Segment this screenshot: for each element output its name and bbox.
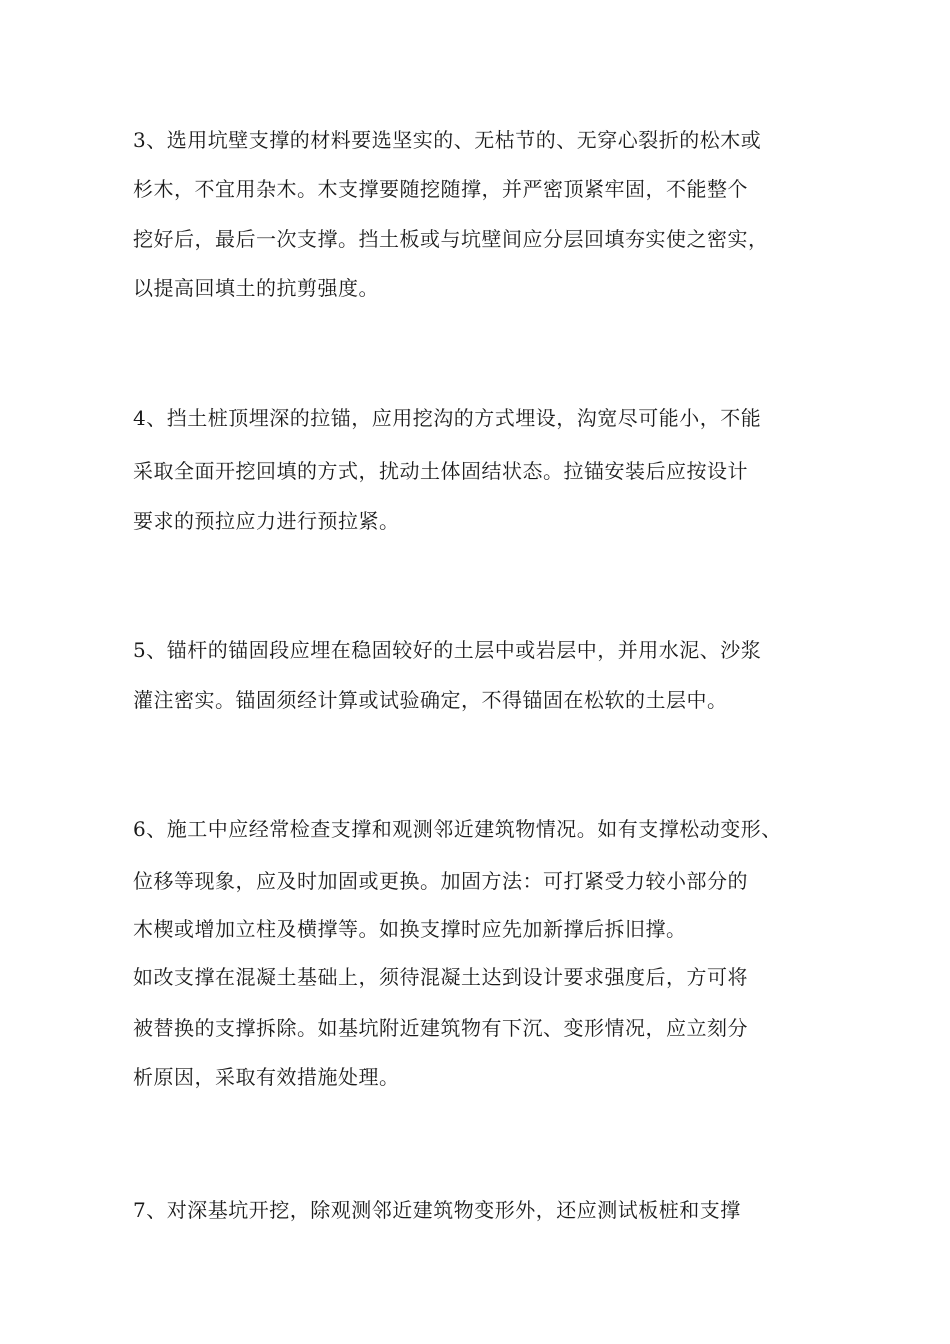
- paragraph-line: 析原因，采取有效措施处理。: [133, 1065, 400, 1089]
- paragraph-line: 位移等现象，应及时加固或更换。加固方法：可打紧受力较小部分的: [133, 869, 748, 893]
- paragraph-line: 7、对深基坑开挖，除观测邻近建筑物变形外，还应测试板桩和支撑: [133, 1198, 741, 1222]
- paragraph-line: 杉木，不宜用杂木。木支撑要随挖随撑，并严密顶紧牢固，不能整个: [133, 177, 748, 201]
- paragraph-line: 挖好后，最后一次支撑。挡土板或与坑壁间应分层回填夯实使之密实，: [133, 227, 769, 251]
- paragraph-line: 6、施工中应经常检查支撑和观测邻近建筑物情况。如有支撑松动变形、: [133, 817, 782, 841]
- paragraph-line: 3、选用坑壁支撑的材料要选坚实的、无枯节的、无穿心裂折的松木或: [133, 128, 762, 152]
- paragraph-line: 灌注密实。锚固须经计算或试验确定，不得锚固在松软的土层中。: [133, 688, 728, 712]
- paragraph-line: 采取全面开挖回填的方式，扰动土体固结状态。拉锚安装后应按设计: [133, 459, 748, 483]
- paragraph-line: 4、挡土桩顶埋深的拉锚，应用挖沟的方式埋设，沟宽尽可能小，不能: [133, 406, 762, 430]
- paragraph-line: 以提高回填土的抗剪强度。: [133, 276, 379, 300]
- paragraph-line: 要求的预拉应力进行预拉紧。: [133, 509, 400, 533]
- paragraph-line: 如改支撑在混凝土基础上，须待混凝土达到设计要求强度后，方可将: [133, 965, 748, 989]
- paragraph-line: 木楔或增加立柱及横撑等。如换支撑时应先加新撑后拆旧撑。: [133, 917, 687, 941]
- paragraph-line: 5、锚杆的锚固段应埋在稳固较好的土层中或岩层中，并用水泥、沙浆: [133, 638, 762, 662]
- paragraph-line: 被替换的支撑拆除。如基坑附近建筑物有下沉、变形情况，应立刻分: [133, 1016, 748, 1040]
